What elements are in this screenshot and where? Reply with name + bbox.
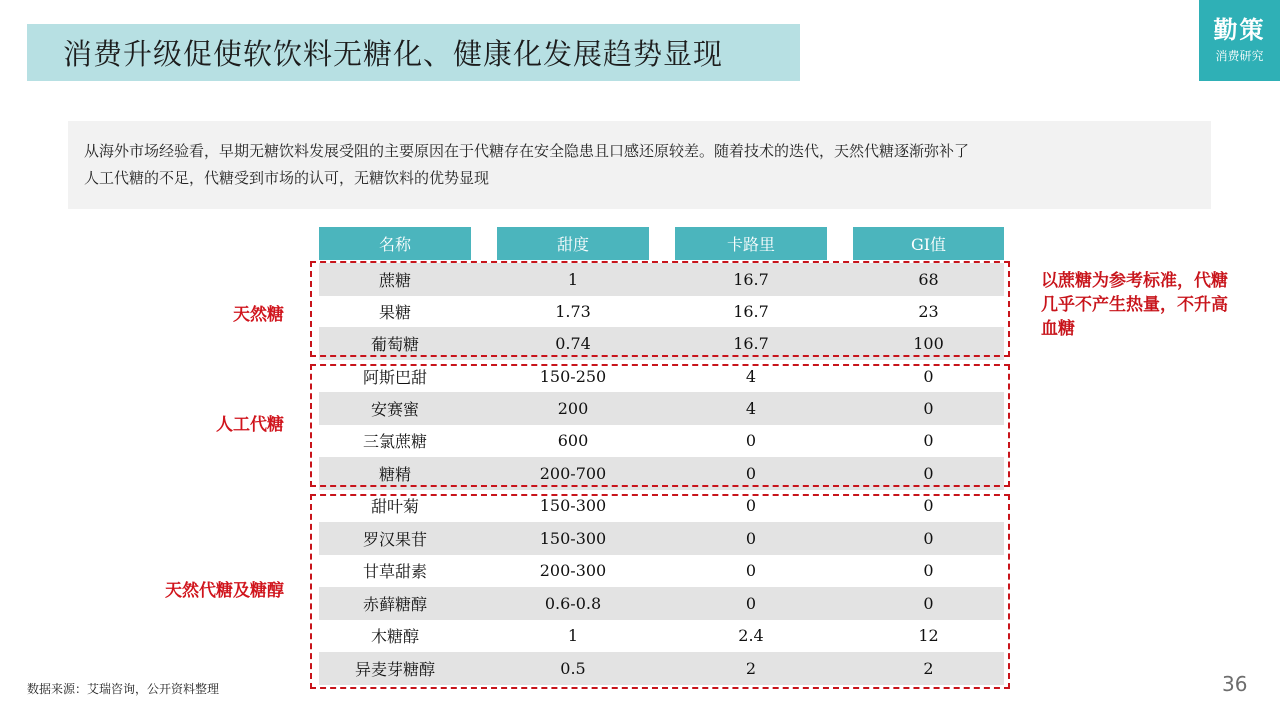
cell-name: 糖精 (378, 465, 411, 484)
cell-calories: 0 (745, 561, 757, 580)
page-title: 消费升级促使软饮料无糖化、健康化发展趋势显现 (63, 37, 724, 71)
cell-sweetness: 200-700 (539, 464, 607, 483)
cell-calories: 2.4 (738, 626, 764, 645)
cell-name: 赤藓糖醇 (362, 595, 427, 614)
cell-calories: 0 (745, 431, 757, 450)
intro-line-2: 人工代糖的不足，代糖受到市场的认可，无糖饮料的优势显现 (84, 169, 490, 187)
cell-gi: 100 (913, 334, 944, 353)
cell-gi: 12 (918, 626, 939, 645)
cell-name: 罗汉果苷 (362, 530, 427, 549)
cell-name: 异麦芽糖醇 (354, 660, 435, 679)
cell-calories: 0 (745, 594, 757, 613)
cell-gi: 0 (923, 594, 934, 613)
cell-sweetness: 0.5 (560, 659, 586, 678)
cell-calories: 16.7 (733, 270, 769, 289)
header-sweetness: 甜度 (497, 227, 649, 260)
cell-name: 葡萄糖 (370, 335, 419, 354)
cell-calories: 4 (745, 399, 757, 418)
cell-gi: 68 (918, 270, 939, 289)
page-number: 36 (1222, 672, 1248, 696)
cell-sweetness: 150-300 (539, 496, 607, 515)
cell-calories: 2 (745, 659, 757, 678)
cell-sweetness: 150-300 (539, 529, 607, 548)
cell-sweetness: 1 (567, 270, 579, 289)
group-box-natural-sugar (310, 261, 1010, 357)
cell-calories: 16.7 (733, 302, 769, 321)
data-source: 数据来源：艾瑞咨询，公开资料整理 (27, 682, 220, 696)
cell-calories: 0 (745, 496, 757, 515)
header-calories: 卡路里 (675, 227, 827, 260)
annotation-note: 以蔗糖为参考标准，代糖几乎不产生热量，不升高血糖 (1041, 271, 1228, 339)
cell-name: 果糖 (378, 303, 411, 322)
cell-gi: 0 (923, 431, 934, 450)
cell-name: 甜叶菊 (370, 497, 419, 516)
cell-calories: 4 (745, 367, 757, 386)
cell-name: 木糖醇 (370, 627, 419, 646)
intro-box (68, 121, 1211, 209)
cell-gi: 0 (923, 496, 934, 515)
cell-name: 三氯蔗糖 (362, 432, 427, 451)
intro-line-1: 从海外市场经验看，早期无糖饮料发展受阻的主要原因在于代糖存在安全隐患且口感还原较差。随着技术的迭代，天然代糖逐渐弥补了 (84, 142, 970, 160)
cell-gi: 0 (923, 561, 934, 580)
cell-gi: 0 (923, 367, 934, 386)
group-label-natural-sugar: 天然糖 (233, 305, 284, 325)
cell-name: 安赛蜜 (370, 400, 419, 419)
title-banner (27, 24, 800, 81)
cell-sweetness: 150-250 (539, 367, 607, 386)
cell-sweetness: 1.73 (555, 302, 591, 321)
cell-gi: 0 (923, 399, 934, 418)
cell-sweetness: 200-300 (539, 561, 607, 580)
group-label-natural-sweetener: 天然代糖及糖醇 (165, 581, 284, 601)
cell-gi: 0 (923, 529, 934, 548)
header-gi: GI值 (853, 227, 1004, 260)
cell-gi: 2 (923, 659, 934, 678)
cell-sweetness: 1 (567, 626, 579, 645)
cell-gi: 0 (923, 464, 934, 483)
cell-name: 阿斯巴甜 (362, 368, 427, 387)
cell-calories: 0 (745, 464, 757, 483)
cell-calories: 16.7 (733, 334, 769, 353)
cell-gi: 23 (918, 302, 939, 321)
header-name: 名称 (319, 227, 471, 260)
cell-calories: 0 (745, 529, 757, 548)
group-label-artificial-sweetener: 人工代糖 (216, 415, 284, 435)
group-box-artificial-sweetener (310, 364, 1010, 487)
brand-subtitle: 消费研究 (1215, 49, 1264, 64)
brand-name: 勤策 (1213, 14, 1266, 44)
cell-name: 蔗糖 (378, 271, 411, 290)
cell-sweetness: 0.6-0.8 (544, 594, 602, 613)
cell-sweetness: 200 (557, 399, 589, 418)
group-box-natural-sweetener (310, 494, 1010, 689)
cell-sweetness: 0.74 (555, 334, 591, 353)
cell-name: 甘草甜素 (362, 562, 427, 581)
cell-sweetness: 600 (557, 431, 589, 450)
brand-logo (1199, 0, 1280, 81)
